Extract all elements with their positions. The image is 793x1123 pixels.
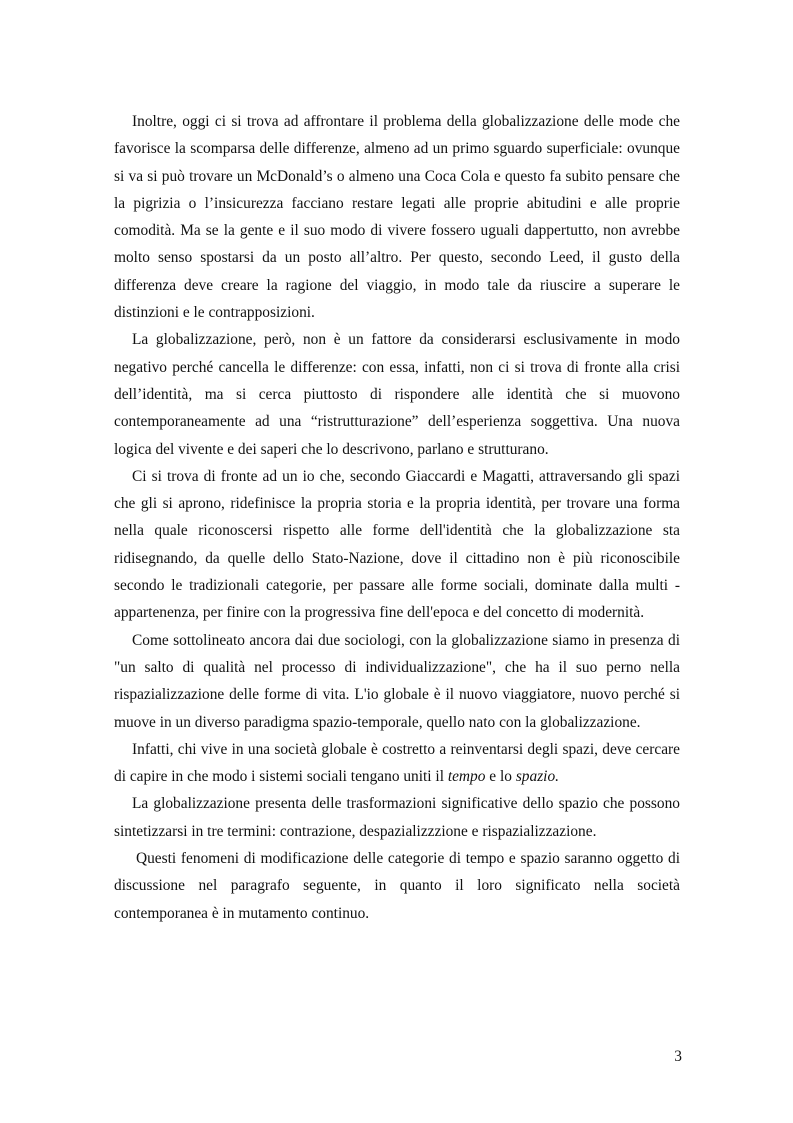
paragraph-fenomeni-modificazione: Questi fenomeni di modificazione delle categorie di tempo e spazio saranno oggetto di discussione nel paragrafo seguente, in quanto il loro significato nella società contemporanea è in mutamento continuo.	[114, 850, 680, 922]
document-page	[114, 108, 680, 927]
page-number: 3	[674, 1048, 682, 1065]
paragraph-tempo-spazio-text-middle: e lo	[485, 768, 516, 786]
paragraph-tempo-spazio	[114, 736, 680, 791]
paragraph-globalizzazione-identita: La globalizzazione, però, non è un fattore da considerarsi esclusivamente in modo negativo perché cancella le differenze: con essa, infatti, non ci si trova di fronte alla crisi dell’identità, ma si cerca piuttosto di rispondere alle identità che si muovono contemporaneamente ad una “ristrutturazione” dell’esperienza soggettiva. Una nuova logica del vivente e dei saperi che lo descrivono, parlano e strutturano.	[114, 331, 680, 458]
italic-tempo: tempo	[447, 768, 486, 786]
paragraph-tempo-spazio-text-before: Infatti, chi vive in una società globale è costretto a reinventarsi degli spazi, deve cercare di capire in che modo i sistemi sociali tengano uniti il	[114, 740, 680, 786]
paragraph-individualizzazione: Come sottolineato ancora dai due sociologi, con la globalizzazione siamo in presenza di "un salto di qualità nel processo di individualizzazione", che ha il suo perno nella rispazializzazione delle forme di vita. L'io globale è il nuovo viaggiatore, nuovo perché si muove in un diverso paradigma spazio-temporale, quello nato con la globalizzazione.	[114, 631, 680, 731]
italic-spazio: spazio.	[515, 768, 560, 786]
paragraph-trasformazioni-spazio: La globalizzazione presenta delle trasformazioni significative dello spazio che possono sintetizzarsi in tre termini: contrazione, despazializzzione e rispazializzazione.	[114, 795, 680, 840]
paragraph-globalizzazione-mode: Inoltre, oggi ci si trova ad affrontare il problema della globalizzazione delle mode che favorisce la scomparsa delle differenze, almeno ad un primo sguardo superficiale: ovunque si va si può trovare un McDonald’s o almeno una Coca Cola e questo fa subito pensare che la pigrizia o l’insicurezza facciano restare legati alle proprie abitudini e alle proprie comodità. Ma se la gente e il suo modo di vivere fossero uguali dappertutto, non avrebbe molto senso spostarsi da un posto all’altro. Per questo, secondo Leed, il gusto della differenza deve creare la ragione del viaggio, in modo tale da riuscire a superare le distinzioni e le contrapposizioni.	[114, 113, 680, 322]
paragraph-io-giaccardi-magatti: Ci si trova di fronte ad un io che, secondo Giaccardi e Magatti, attraversando gli spazi che gli si aprono, ridefinisce la propria storia e la propria identità, per trovare una forma nella quale riconoscersi rispetto alle forme dell'identità che la globalizzazione sta ridisegnando, da quelle dello Stato-Nazione, dove il cittadino non è più riconoscibile secondo le tradizionali categorie, per passare alle forme sociali, dominate dalla multi - appartenenza, per finire con la progressiva fine dell'epoca e del concetto di modernità.	[114, 467, 680, 622]
